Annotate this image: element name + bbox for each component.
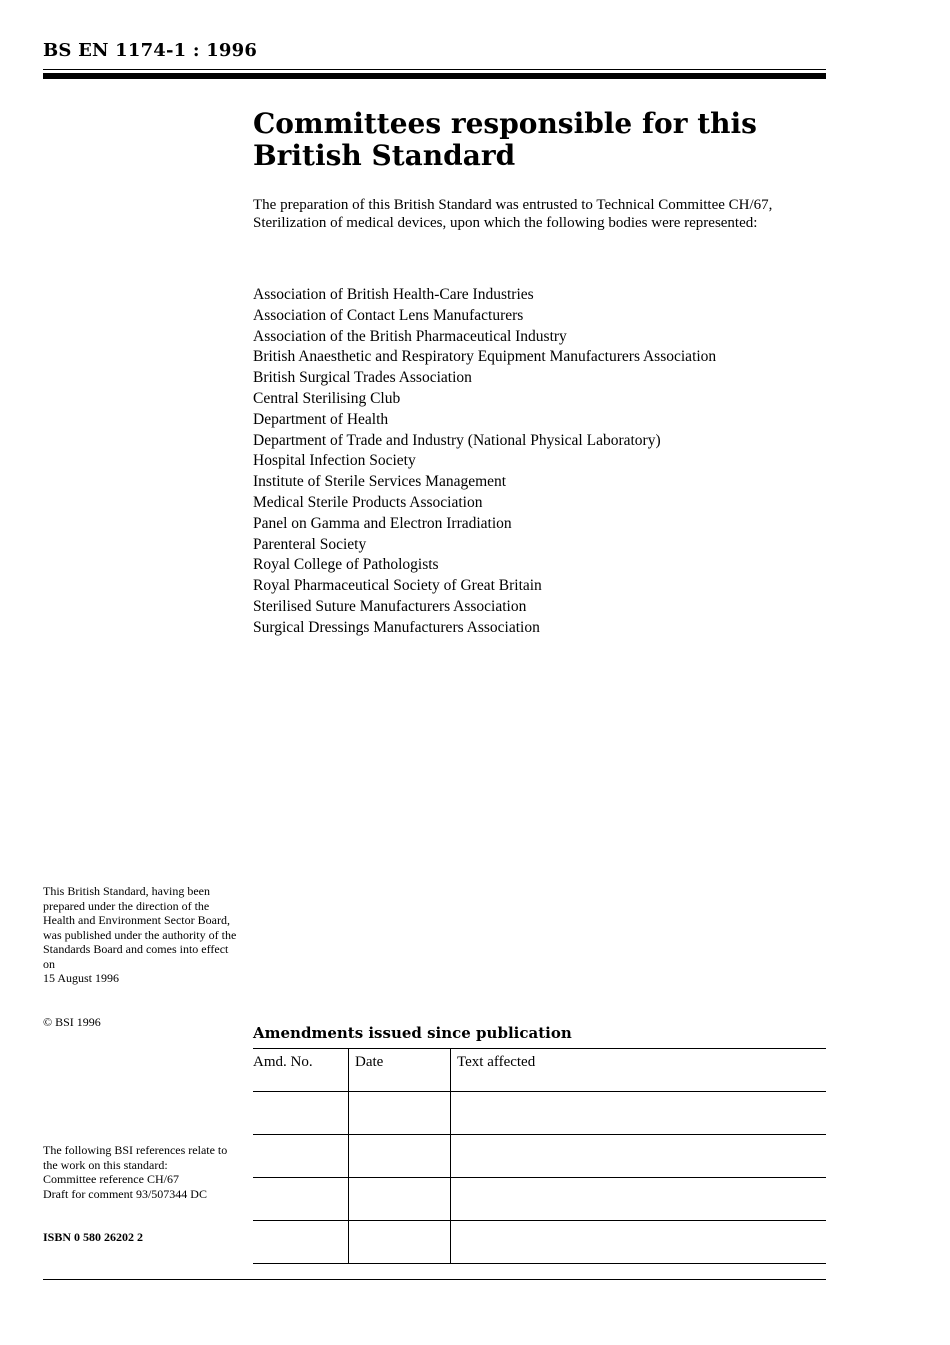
represented-bodies-list [253, 285, 716, 639]
bsi-references [43, 1143, 238, 1201]
list-item: British Surgical Trades Association [253, 369, 472, 387]
publication-note-text: This British Standard, having been prepared under the direction of the Health and Environment Sector Board, was published under the authority of the Standards Board and comes into effect on [43, 884, 237, 971]
list-item: Surgical Dressings Manufacturers Association [253, 618, 540, 636]
publication-note [43, 884, 238, 986]
header-rule-thin [43, 69, 826, 70]
list-item: British Anaesthetic and Respiratory Equipment Manufacturers Association [253, 348, 717, 366]
list-item: Department of Trade and Industry (National Physical Laboratory) [253, 431, 661, 449]
document-id: BS EN 1174-1 : 1996 [43, 40, 258, 61]
list-item: Panel on Gamma and Electron Irradiation [253, 514, 512, 532]
main-column [253, 107, 826, 636]
column-header-date: Date [349, 1049, 451, 1092]
table-row [253, 1135, 826, 1178]
list-item: Royal Pharmaceutical Society of Great Britain [253, 577, 542, 595]
draft-reference: Draft for comment 93/507344 DC [43, 1186, 207, 1201]
list-item: Institute of Sterile Services Management [253, 473, 507, 491]
table-cell [349, 1178, 451, 1221]
table-cell [451, 1178, 827, 1221]
intro-paragraph: The preparation of this British Standard was entrusted to Technical Committee CH/67, Sterilization of medical devices, upon which the following bodies were represented: [253, 197, 773, 231]
table-cell [253, 1092, 349, 1135]
table-cell [349, 1135, 451, 1178]
list-item: Sterilised Suture Manufacturers Association [253, 597, 527, 615]
page-title [253, 108, 826, 172]
list-item: Central Sterilising Club [253, 389, 401, 407]
list-item: Association of Contact Lens Manufacturers [253, 306, 524, 324]
list-item: Association of the British Pharmaceutical Industry [253, 327, 567, 345]
list-item: Royal College of Pathologists [253, 556, 439, 574]
refs-intro: The following BSI references relate to the work on this standard: [43, 1143, 228, 1172]
committee-reference: Committee reference CH/67 [43, 1172, 179, 1186]
isbn: ISBN 0 580 26202 2 [43, 1230, 144, 1244]
column-header-amd-no: Amd. No. [253, 1049, 349, 1092]
list-item: Department of Health [253, 410, 389, 428]
list-item: Hospital Infection Society [253, 452, 416, 470]
table-cell [451, 1092, 827, 1135]
header-rule-thick [43, 73, 826, 79]
table-row [253, 1092, 826, 1135]
table-cell [253, 1178, 349, 1221]
copyright: © BSI 1996 [43, 1015, 101, 1029]
table-cell [349, 1092, 451, 1135]
title-line-1: Committees responsible for this [253, 107, 757, 140]
amendments-table [253, 1048, 826, 1264]
table-cell [451, 1135, 827, 1178]
table-cell [349, 1221, 451, 1264]
list-item: Parenteral Society [253, 535, 367, 553]
table-cell [253, 1221, 349, 1264]
table-cell [253, 1135, 349, 1178]
table-row [253, 1178, 826, 1221]
column-header-text-affected: Text affected [451, 1049, 827, 1092]
list-item: Medical Sterile Products Association [253, 493, 483, 511]
table-row [253, 1221, 826, 1264]
amendments-heading: Amendments issued since publication [253, 1024, 572, 1042]
list-item: Association of British Health-Care Industries [253, 286, 534, 303]
title-line-2: British Standard [253, 139, 516, 172]
table-header-row [253, 1049, 826, 1092]
table-cell [451, 1221, 827, 1264]
footer-rule [43, 1279, 826, 1280]
effective-date: 15 August 1996 [43, 971, 120, 985]
